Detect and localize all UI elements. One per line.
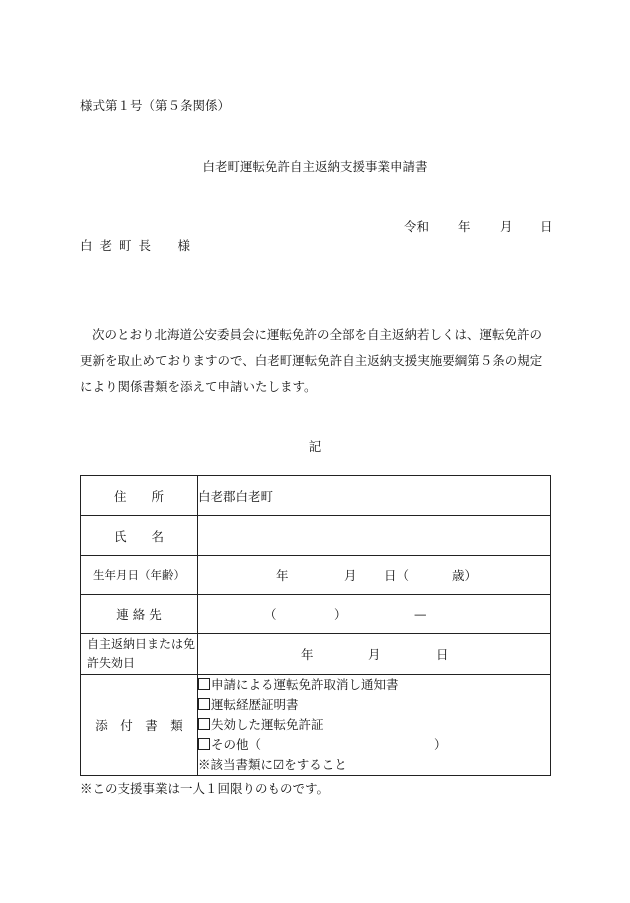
application-statement: 次のとおり北海道公安委員会に運転免許の全部を自主返納若しくは、運転免許の更新を取止めておりますので、白老町運転免許自主返納支援実施要綱第５条の規定により関係書類を添えて申請いたします。: [80, 327, 543, 394]
attachment-label: 失効した運転免許証: [211, 717, 324, 732]
table-row: [81, 476, 551, 516]
attachment-other-close: ）: [434, 737, 447, 752]
table-row: [81, 595, 551, 634]
checkbox[interactable]: [198, 738, 210, 750]
birth-age: 歳）: [452, 568, 478, 583]
return-date-label: 自主返納日または免許失効日: [87, 637, 196, 670]
contact-close: ）: [334, 607, 347, 622]
form-number: 様式第１号（第５条関係）: [80, 98, 231, 113]
attachments-label: 添 付 書 類: [81, 675, 198, 776]
ki-heading: 記: [308, 439, 322, 454]
checkbox[interactable]: [198, 698, 210, 710]
return-month: 月: [368, 647, 381, 662]
table-row: [81, 634, 551, 675]
attachment-item[interactable]: [198, 695, 550, 715]
attachment-label: その他（: [211, 737, 262, 752]
date-year: 年: [458, 219, 471, 234]
birth-field[interactable]: [198, 556, 551, 595]
table-row: [81, 556, 551, 595]
date-era: 令和: [404, 219, 430, 234]
contact-dash: —: [414, 606, 427, 622]
address-label: 住 所: [81, 476, 198, 516]
attachment-item[interactable]: [198, 715, 550, 735]
table-row: [81, 516, 551, 556]
attachment-label: 運転経歴証明書: [211, 697, 299, 712]
contact-field[interactable]: [198, 595, 551, 634]
address-value: 白老郡白老町: [198, 488, 274, 504]
name-field[interactable]: [198, 516, 551, 556]
addressee: 白老町長 様: [80, 238, 198, 253]
address-field[interactable]: [198, 476, 551, 516]
birth-year: 年: [276, 568, 289, 583]
attachment-label: 申請による運転免許取消し通知書: [211, 677, 399, 692]
date-month: 月: [500, 219, 513, 234]
birth-month: 月: [344, 568, 357, 583]
return-year: 年: [301, 647, 314, 662]
return-date-label-cell: [81, 634, 198, 675]
contact-open: （: [264, 607, 277, 622]
attachment-note: ※該当書類に☑をすること: [198, 757, 347, 772]
date-day: 日: [540, 219, 553, 234]
attachment-item[interactable]: [198, 675, 550, 695]
return-date-field[interactable]: [198, 634, 551, 675]
application-table: [80, 475, 551, 776]
attachment-item[interactable]: [198, 735, 550, 755]
checkbox[interactable]: [198, 718, 210, 730]
table-row: [81, 675, 551, 776]
birth-label: 生年月日（年齢）: [81, 556, 198, 595]
name-label: 氏 名: [81, 516, 198, 556]
page-title: 白老町運転免許自主返納支援事業申請書: [202, 159, 428, 174]
return-day: 日: [436, 647, 449, 662]
attachments-cell: [198, 675, 551, 776]
contact-label: 連 絡 先: [81, 595, 198, 634]
checkbox[interactable]: [198, 678, 210, 690]
footnote: ※この支援事業は一人１回限りのものです。: [80, 781, 330, 796]
birth-day: 日（: [384, 568, 410, 583]
